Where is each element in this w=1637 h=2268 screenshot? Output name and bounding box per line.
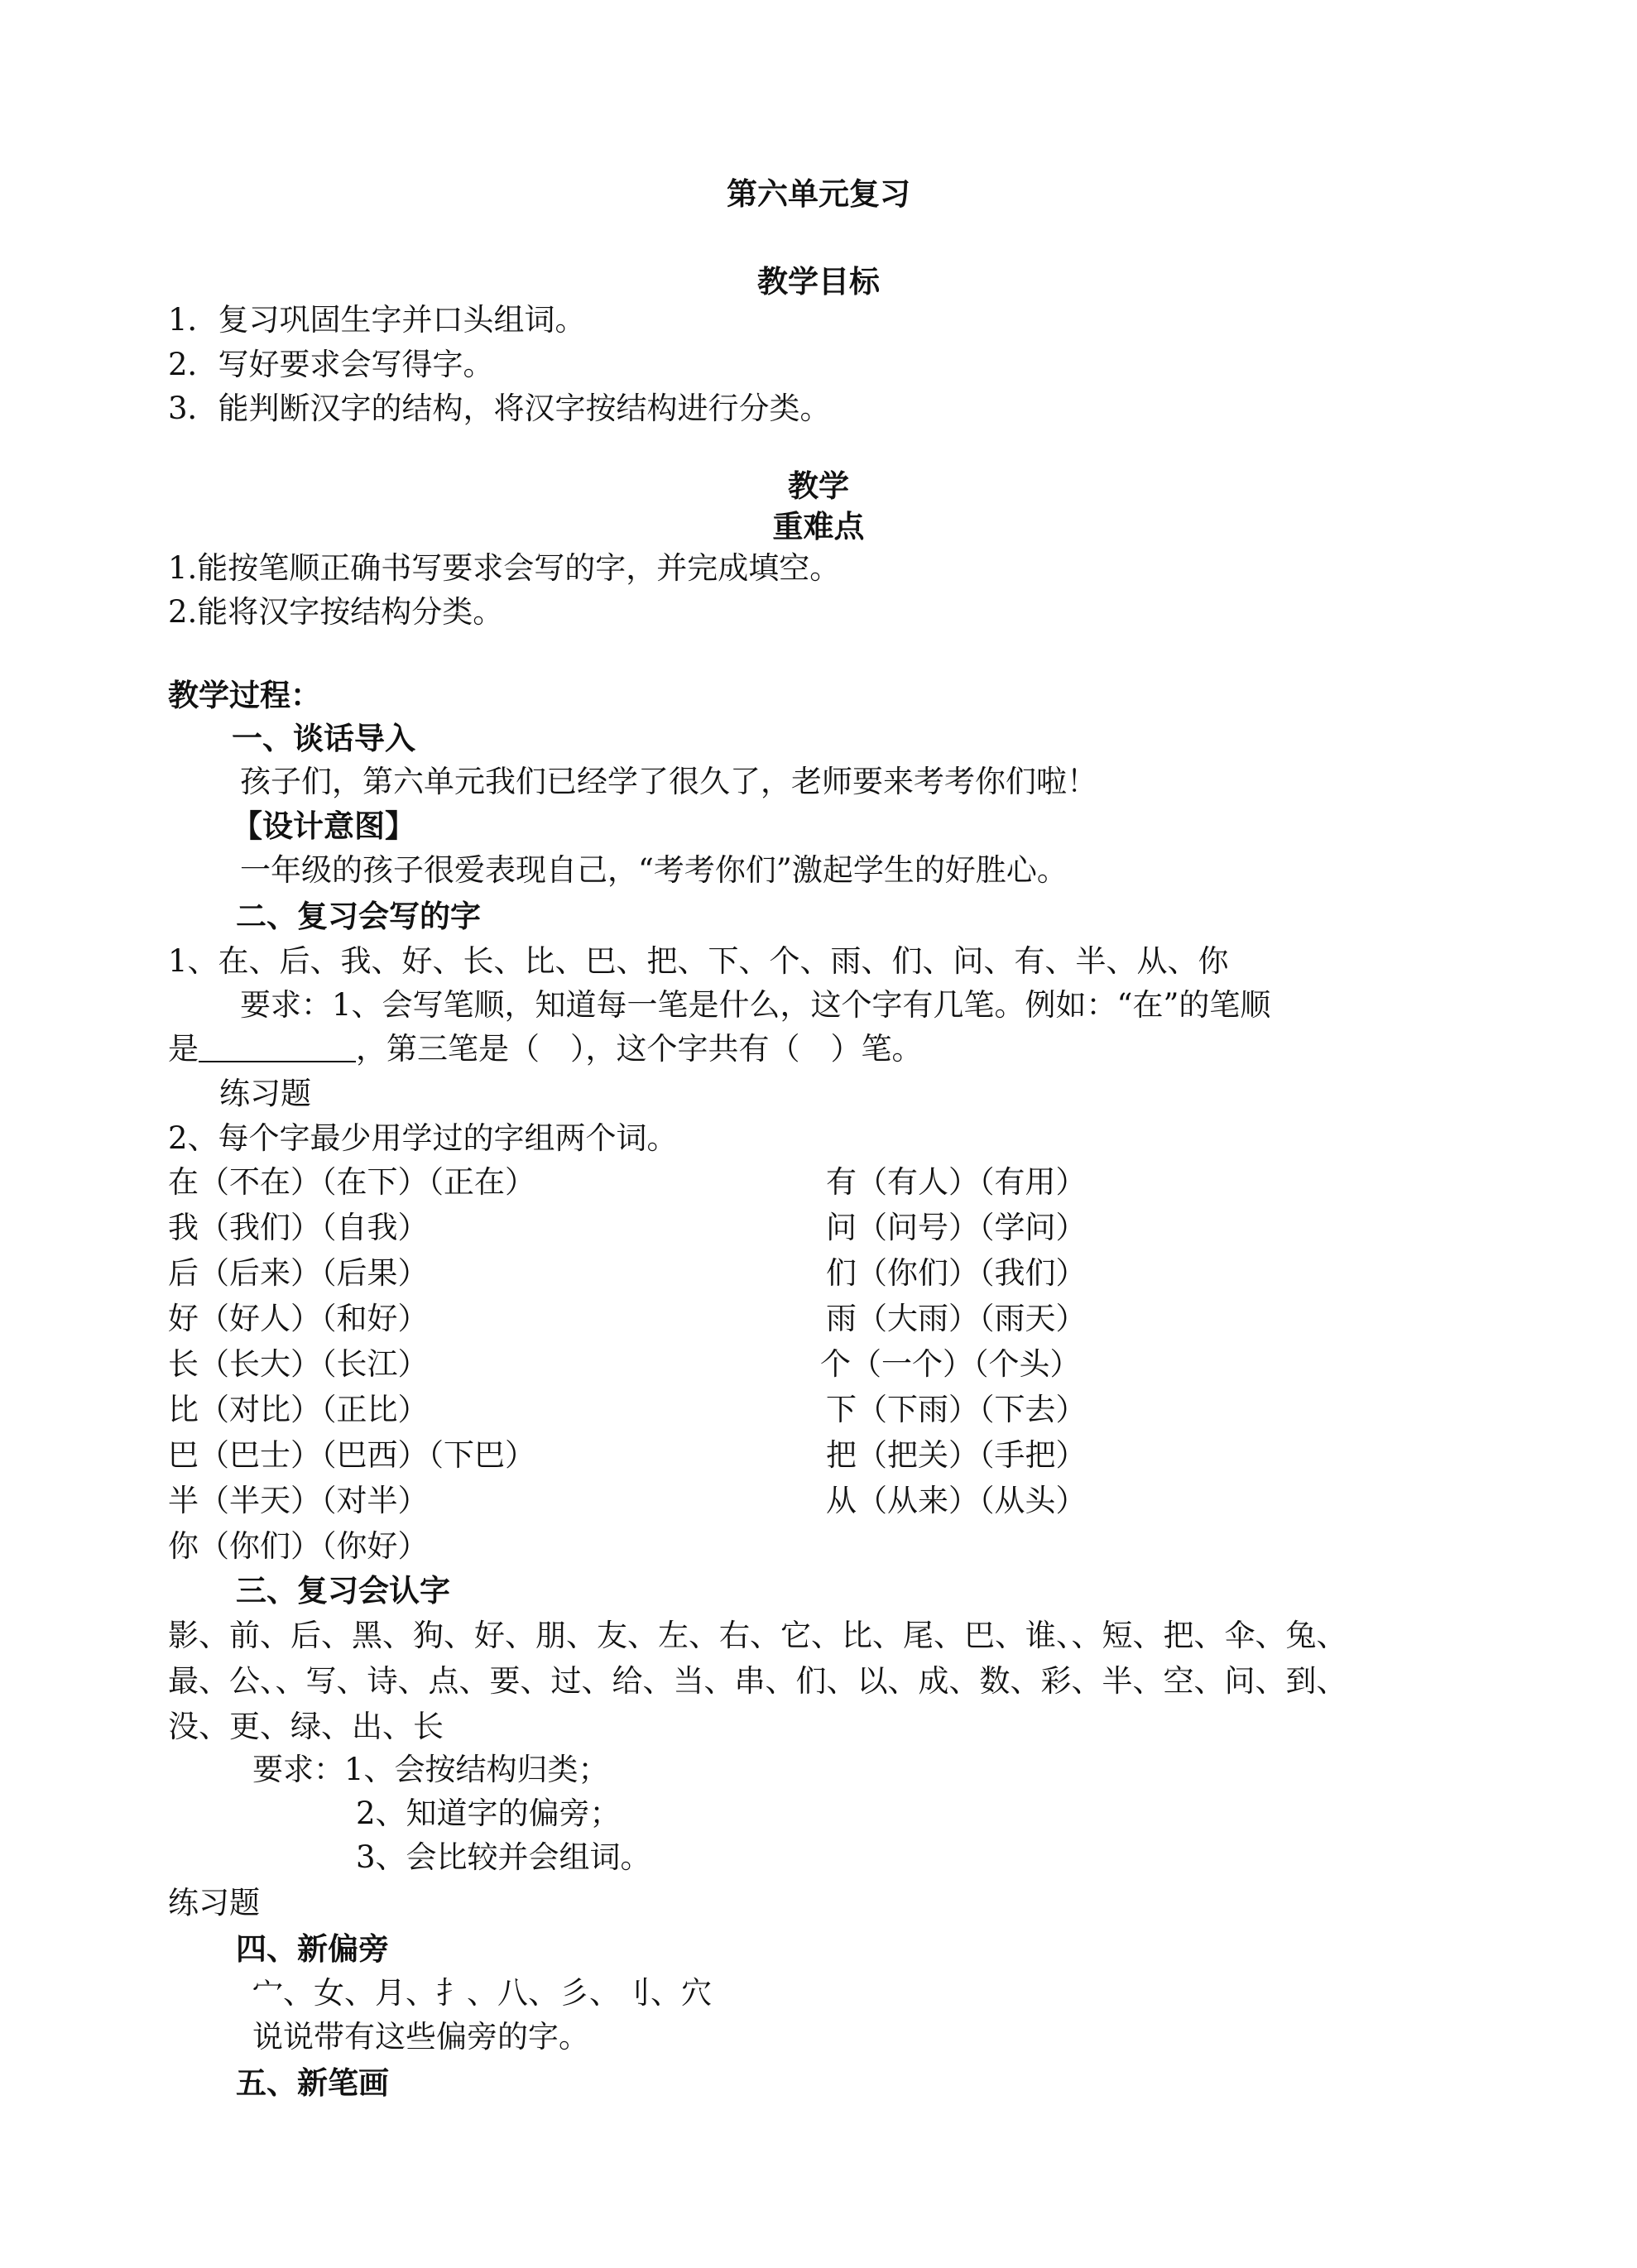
- word-group: 把（把关）（手把）: [826, 1437, 1087, 1473]
- word-group: 好（好人）（和好）: [168, 1301, 429, 1336]
- section-1-text: 孩子们，第六单元我们已经学了很久了，老师要来考考你们啦！: [240, 764, 1097, 799]
- design-intent-text: 一年级的孩子很爱表现自己，“考考你们”激起学生的好胜心。: [240, 852, 1068, 888]
- word-pair-row: [168, 1255, 1161, 1292]
- requirement-line: 要求：1、会写笔顺，知道每一笔是什么，这个字有几笔。例如：“在”的笔顺: [240, 987, 1271, 1023]
- word-group: 雨（大雨）（雨天）: [826, 1301, 1087, 1336]
- word-group: 个（一个）（个头）: [820, 1346, 1081, 1382]
- requirement-prefix: 是: [168, 1031, 199, 1067]
- requirement-suffix: ，第三笔是（ ），这个字共有（ ）笔。: [356, 1031, 923, 1067]
- word-group: 比（对比）（正比）: [168, 1392, 429, 1427]
- objective-item: 2．写好要求会写得字。: [168, 347, 494, 382]
- word-group: 有（有人）（有用）: [826, 1164, 1087, 1200]
- word-group: 在（不在）（在下）（正在）: [168, 1164, 535, 1200]
- objective-item: 3．能判断汉字的结构，将汉字按结构进行分类。: [168, 391, 831, 426]
- word-group: 巴（巴士）（巴西）（下巴）: [168, 1437, 535, 1473]
- word-group: 问（问号）（学问）: [826, 1210, 1087, 1245]
- word-group: 后（后来）（后果）: [168, 1255, 429, 1291]
- design-intent-label: 【设计意图】: [232, 808, 415, 844]
- process-heading: 教学过程：: [168, 677, 321, 713]
- word-pair-row: [168, 1483, 1161, 1519]
- keypoints-heading: 教学: [788, 468, 849, 504]
- section-4-text: 说说带有这些偏旁的字。: [252, 2019, 589, 2055]
- word-group: 你（你们）（你好）: [168, 1528, 429, 1564]
- word-pair-row: [168, 1437, 1161, 1474]
- section-5-heading: 五、新笔画: [236, 2064, 389, 2101]
- requirement-item: 要求：1、会按结构归类；: [252, 1752, 609, 1787]
- keypoints-heading-line2: 重难点: [772, 508, 865, 544]
- word-pair-row: [168, 1392, 1161, 1428]
- recognize-chars-line: 影、前、后、黑、狗、好、朋、友、左、右、它、比、尾、巴、谁、、短、把、伞、兔、: [168, 1618, 1347, 1653]
- word-pair-row: [168, 1528, 1161, 1565]
- word-group: 我（我们）（自我）: [168, 1210, 429, 1245]
- word-pair-row: [168, 1346, 1161, 1383]
- section-1-heading: 一、谈话导入: [232, 720, 415, 756]
- fill-blank: [199, 1060, 356, 1062]
- recognize-chars-line: 最、公、、写、诗、点、要、过、给、当、串、们、以、成、数、彩、半、空、问、到、: [168, 1663, 1347, 1699]
- recognize-chars-line: 没、更、绿、出、长: [168, 1709, 444, 1744]
- section-2-heading: 二、复习会写的字: [236, 898, 481, 934]
- write-chars-list: 1、在、后、我、好、长、比、巴、把、下、个、雨、们、问、有、半、从、你: [168, 943, 1229, 979]
- word-group: 长（长大）（长江）: [168, 1346, 429, 1382]
- section-3-heading: 三、复习会认字: [236, 1572, 450, 1609]
- radicals-list: 宀、女、月、扌、八、彡、刂、穴: [252, 1975, 712, 2011]
- section-4-heading: 四、新偏旁: [236, 1930, 389, 1967]
- requirement-item: 3、会比较并会组词。: [356, 1839, 651, 1875]
- objective-item: 1．复习巩固生字并口头组词。: [168, 302, 586, 338]
- practice-label: 练习题: [219, 1076, 311, 1111]
- word-task: 2、每个字最少用学过的字组两个词。: [168, 1120, 678, 1156]
- word-group: 下（下雨）（下去）: [826, 1392, 1087, 1427]
- practice-label: 练习题: [168, 1885, 260, 1920]
- word-group: 们（你们）（我们）: [826, 1255, 1087, 1291]
- objectives-heading: 教学目标: [757, 263, 880, 300]
- word-pair-row: [168, 1210, 1161, 1246]
- keypoint-item: 1.能按笔顺正确书写要求会写的字，并完成填空。: [168, 550, 841, 586]
- page-title: 第六单元复习: [727, 175, 910, 212]
- word-group: 从（从来）（从头）: [826, 1483, 1087, 1518]
- requirement-item: 2、知道字的偏旁；: [356, 1796, 621, 1831]
- word-group: 半（半天）（对半）: [168, 1483, 429, 1518]
- word-pair-row: [168, 1301, 1161, 1337]
- keypoint-item: 2.能将汉字按结构分类。: [168, 594, 504, 630]
- requirement-line-2: [168, 1031, 923, 1067]
- word-pair-row: [168, 1164, 1161, 1201]
